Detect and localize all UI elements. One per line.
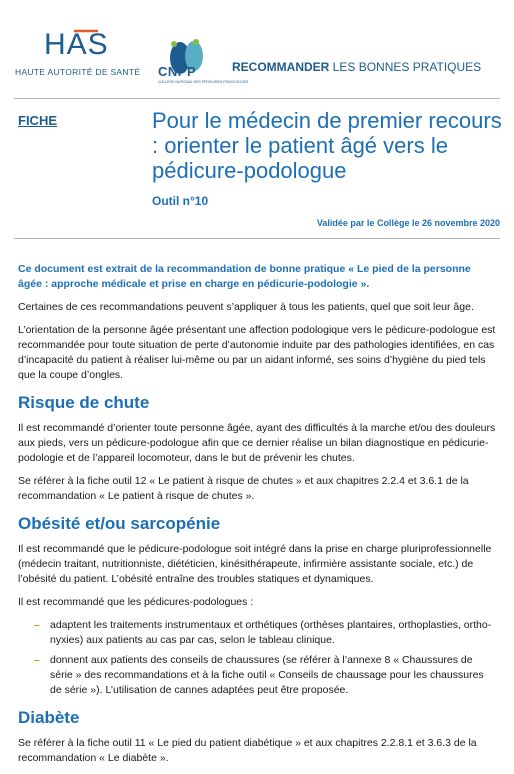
obesite-paragraph-2: Il est recommandé que les pédicures-podologues : (18, 596, 254, 608)
fiche-label: FICHE (18, 113, 57, 128)
tagline-rest: LES BONNES PRATIQUES (329, 60, 482, 74)
cnpp-feet-icon (158, 28, 214, 88)
tagline (232, 60, 481, 74)
cnpp-subtitle: COLLÈGE NATIONAL DES PÉDICURES-PODOLOGUES (158, 80, 249, 84)
validation-date: Validée par le Collège le 26 novembre 2020 (316, 218, 500, 228)
list-item: – donnent aux patients des conseils de chaussures (se référer à l’annexe 8 « Chaussures de série » des recommandations et à la fiche outil « Conseils de chaussage pour les chaussures de série »). L’utilisation de cannes adaptées peut être proposée. (50, 653, 496, 698)
page-header (0, 0, 514, 96)
section-heading-diabete: Diabète (18, 708, 80, 727)
cnpp-logo-text: CNPP (158, 64, 197, 79)
obesite-list (18, 618, 496, 698)
paragraph-2: L’orientation de la personne âgée présentant une affection podologique vers le pédicure-podologue est recommandée pour toute situation de perte d’autonomie induite par des pathologies identifiées, en cas d’incapacité du patient à réaliser lui-même ou par un aidant informé, ses soins d’hygiène du pied tels que la coupe d’ongles. (18, 324, 496, 381)
intro-text: Ce document est extrait de la recommandation de bonne pratique « Le pied de la personne âgée : approche médicale et prise en charge en pédicurie-podologie ». (18, 263, 471, 290)
paragraph-1: Certaines de ces recommandations peuvent s’appliquer à tous les patients, quel que soit leur âge. (18, 301, 474, 313)
tagline-bold: RECOMMANDER (232, 60, 330, 74)
diabete-paragraph-1: Se référer à la fiche outil 11 « Le pied du patient diabétique » et aux chapitres 2.2.8.1 et 3.6.3 de la recommandation « Le diabète ». (18, 737, 477, 764)
page-title: Pour le médecin de premier recours : orienter le patient âgé vers le pédicure-podologue (152, 108, 502, 183)
obesite-paragraph-1: Il est recommandé que le pédicure-podologue soit intégré dans la prise en charge pluriprofessionnelle (médecin traitant, nutritionniste, diététicien, kinésithérapeute, infirmière assistante sociale, etc.) de l’obésité du patient. L’obésité entraîne des troubles statiques et dynamiques. (18, 543, 492, 585)
title-divider (14, 238, 500, 239)
section-heading-chute: Risque de chute (18, 393, 150, 412)
outil-number: Outil n°10 (152, 194, 209, 208)
document-body (18, 262, 496, 774)
header-divider (14, 98, 500, 99)
has-full-name: HAUTE AUTORITÉ DE SANTÉ (15, 67, 141, 77)
has-logo-text: HAS (44, 28, 109, 61)
chute-paragraph-2: Se référer à la fiche outil 12 « Le patient à risque de chutes » et aux chapitres 2.2.4 et 3.6.1 de la recommandation « Le patient à risque de chutes ». (18, 475, 469, 502)
list-item: – adaptent les traitements instrumentaux et orthétiques (orthèses plantaires, orthoplasties, ortho-nyxies) aux patients au cas par cas, selon le tableau clinique. (50, 618, 496, 648)
section-heading-obesite: Obésité et/ou sarcopénie (18, 514, 221, 533)
chute-paragraph-1: Il est recommandé d’orienter toute personne âgée, ayant des difficultés à la marche et/ou des douleurs aux pieds, vers un pédicure-podologue afin que ce dernier réalise un bilan diagnostique en pédicurie-podologie et de l’appareil locomoteur, dans le but de prévenir les chutes. (18, 422, 496, 464)
